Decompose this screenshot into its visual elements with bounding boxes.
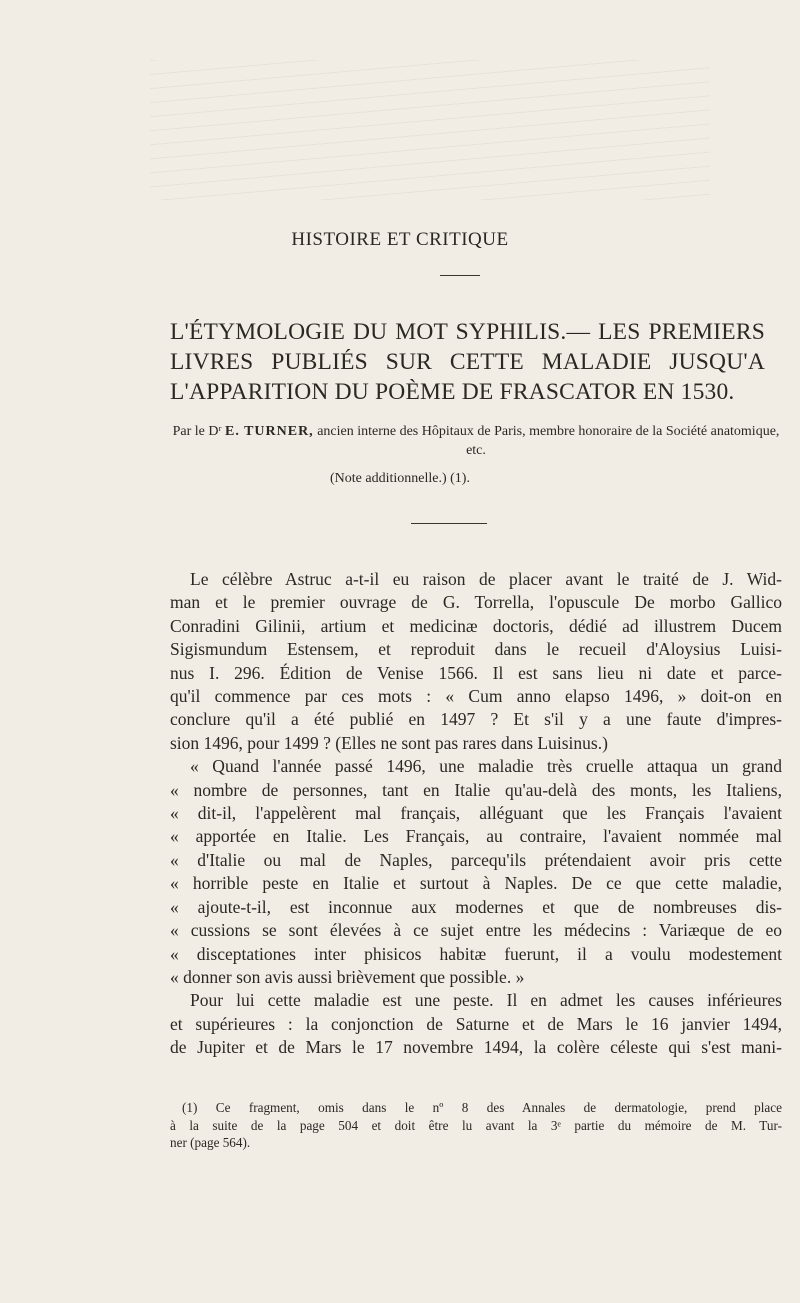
body-line: « dit-il, l'appelèrent mal français, alléguant que les Français l'avaient <box>170 803 782 824</box>
body-line: Pour lui cette maladie est une peste. Il en admet les causes inférieures <box>190 990 782 1011</box>
body-line: Le célèbre Astruc a-t-il eu raison de placer avant le traité de J. Wid- <box>190 569 782 589</box>
footnote-line: à la suite de la page 504 et doit être lu avant la 3ᵉ partie du mémoire de M. Tur- <box>170 1117 782 1133</box>
body-line: et supérieures : la conjonction de Saturne et de Mars le 16 janvier 1494, <box>170 1013 782 1034</box>
body-line: « ajoute-t-il, est inconnue aux modernes et que de nombreuses dis- <box>170 896 782 917</box>
footnote-line: (1) Ce fragment, omis dans le nº 8 des Annales de dermatologie, prend place <box>182 1100 782 1115</box>
body-line: « nombre de personnes, tant en Italie qu'au-delà des monts, les Italiens, <box>170 779 782 800</box>
author-name: E. TURNER, <box>224 424 314 439</box>
author-affiliation: ancien interne des Hôpitaux de Paris, membre honoraire de la Société anatomique, etc. <box>317 424 780 458</box>
body-line: « d'Italie ou mal de Naples, parcequ'ils prétendaient avoir pris cette <box>170 849 782 870</box>
body-line: « Quand l'année passé 1496, une maladie très cruelle attaqua un grand <box>190 756 782 777</box>
body-line: « donner son avis aussi brièvement que possible. » <box>170 966 525 987</box>
separator-rule <box>411 523 487 524</box>
article-title: L'ÉTYMOLOGIE DU MOT SYPHILIS.— LES PREMIERS LIVRES PUBLIÉS SUR CETTE MALADIE JUSQU'A L'APPARITION DU POÈME DE FRASCATOR EN 1530. <box>170 319 765 405</box>
body-text <box>170 568 782 1060</box>
bleed-through-texture <box>150 60 710 200</box>
heading-rule <box>440 275 480 276</box>
body-line: « disceptationes inter phisicos habitæ fuerunt, il a voulu modestement <box>170 943 782 964</box>
additional-note: (Note additionnelle.) (1). <box>330 471 470 486</box>
body-line: de Jupiter et de Mars le 17 novembre 1494, la colère céleste qui s'est mani- <box>170 1037 782 1058</box>
body-line: man et le premier ouvrage de G. Torrella, l'opuscule De morbo Gallico <box>170 592 782 613</box>
body-line: Conradini Gilinii, artium et medicinæ doctoris, dédié ad illustrem Ducem <box>170 615 782 636</box>
body-line: qu'il commence par ces mots : « Cum anno elapso 1496, » doit-on en <box>170 686 782 707</box>
footnote <box>170 1099 782 1152</box>
byline <box>170 422 782 460</box>
byline-prefix: Par le Dʳ <box>172 424 222 439</box>
footnote-line: ner (page 564). <box>170 1135 251 1150</box>
body-line: Sigismundum Estensem, et reproduit dans le recueil d'Aloysius Luisi- <box>170 639 782 660</box>
body-line: conclure qu'il a été publié en 1497 ? Et s'il y a une faute d'impres- <box>170 709 782 730</box>
body-line: nus I. 296. Édition de Venise 1566. Il est sans lieu ni date et parce- <box>170 662 782 683</box>
section-heading: HISTOIRE ET CRITIQUE <box>291 229 509 250</box>
body-line: « cussions se sont élevées à ce sujet entre les médecins : Variæque de eo <box>170 920 782 941</box>
body-line: « apportée en Italie. Les Français, au contraire, l'avaient nommée mal <box>170 826 782 847</box>
body-line: sion 1496, pour 1499 ? (Elles ne sont pas rares dans Luisinus.) <box>170 732 608 753</box>
body-line: « horrible peste en Italie et surtout à Naples. De ce que cette maladie, <box>170 873 782 894</box>
